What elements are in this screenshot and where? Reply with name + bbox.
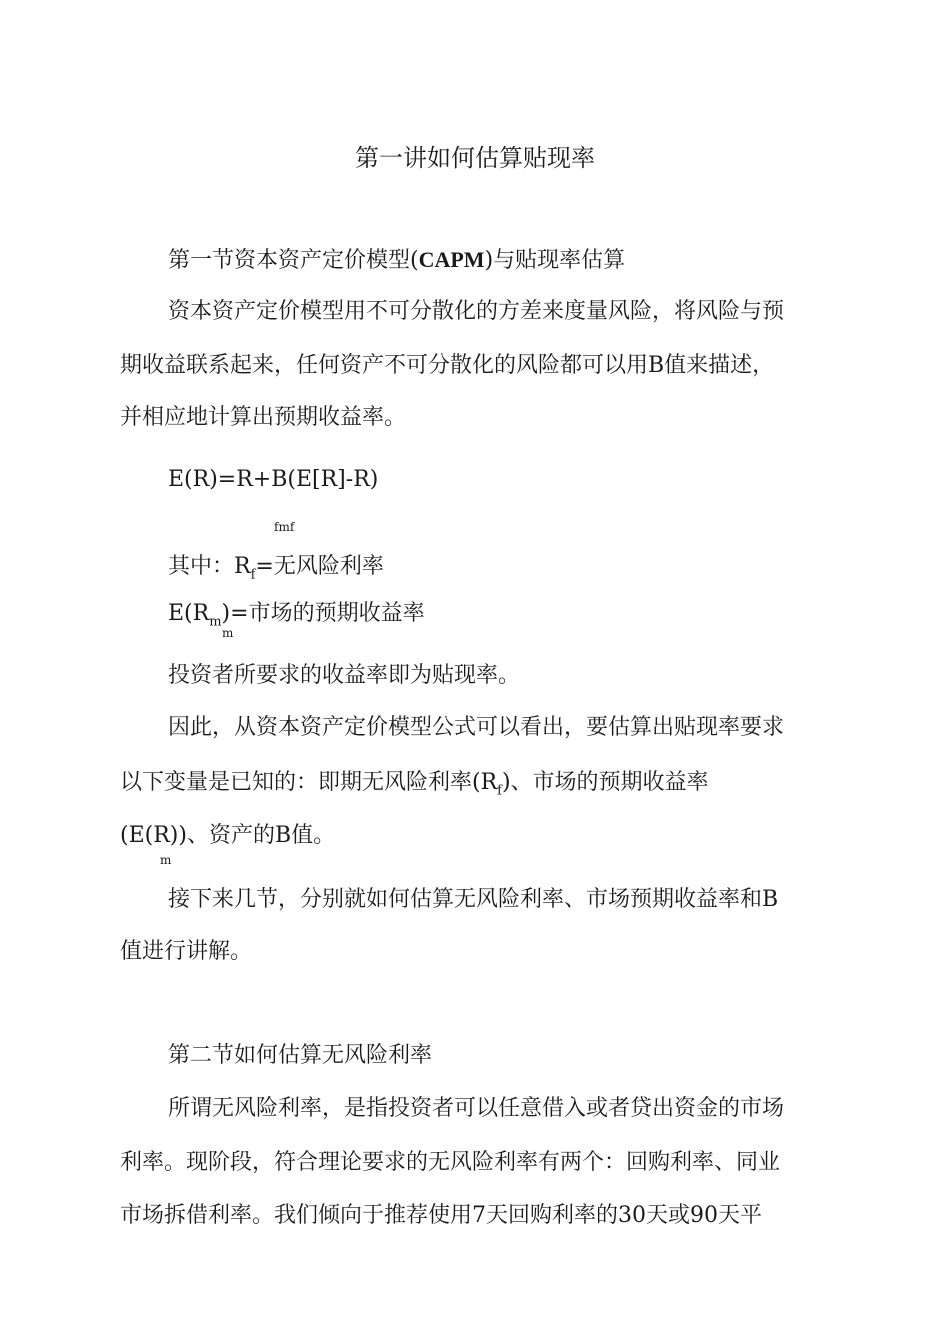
s1-paragraph-3-line-3: (E(R))、资产的Β值。 [120,823,336,848]
where-rf-line [168,551,384,591]
rf-definition: =无风险利率 [255,554,384,579]
rm-subscript: m [209,614,222,630]
capm-formula: E(R)=R+Β(E[R]-R) [168,467,379,492]
s1-paragraph-1-line-1: 资本资产定价模型用不可分散化的方差来度量风险，将风险与预 [168,299,785,324]
erm-below-subscript: m [222,626,234,640]
rf-subscript: f [250,567,256,583]
capm-formula-subscripts: fmf [274,520,295,534]
where-label: 其中：R [168,554,251,579]
erm-definition: )=市场的预期收益率 [221,601,425,626]
section-2-heading: 第二节如何估算无风险利率 [168,1043,433,1068]
s1-paragraph-4-line-1: 接下来几节，分别就如何估算无风险利率、市场预期收益率和Β [168,887,779,912]
p3-line-2-pre: 以下变量是已知的：即期无风险利率(R [120,770,498,795]
p3-rf-subscript: f [497,783,502,799]
s1-paragraph-3-line-1: 因此，从资本资产定价模型公式可以看出，要估算出贴现率要求 [168,715,785,740]
section-1-heading [168,244,625,277]
p3-line-2-post: )、市场的预期收益率 [501,770,709,795]
s1-paragraph-1-line-2: 期收益联系起来，任何资产不可分散化的风险都可以用Β值来描述， [120,353,775,378]
section-1-heading-post: )与贴现率估算 [484,248,626,273]
erm-line [168,598,425,638]
p3-below-subscript: m [160,853,172,867]
s2-paragraph-1-line-2: 利率。现阶段，符合理论要求的无风险利率有两个：回购利率、同业 [120,1150,781,1175]
s1-paragraph-1-line-3: 并相应地计算出预期收益率。 [120,405,407,430]
s2-paragraph-1-line-3: 市场拆借利率。我们倾向于推荐使用7天回购利率的30天或90天平 [120,1203,762,1228]
section-1-heading-capm: CAPM [418,247,485,272]
s2-paragraph-1-line-1: 所谓无风险利率，是指投资者可以任意借入或者贷出资金的市场 [168,1096,785,1121]
s1-paragraph-4-line-2: 值进行讲解。 [120,939,253,964]
section-1-heading-pre: 第一节资本资产定价模型( [168,248,419,273]
document-title: 第一讲如何估算贴现率 [355,144,595,172]
s1-paragraph-3-line-2 [120,767,709,807]
erm-pre: E(R [168,601,210,626]
s1-paragraph-2: 投资者所要求的收益率即为贴现率。 [168,663,521,688]
